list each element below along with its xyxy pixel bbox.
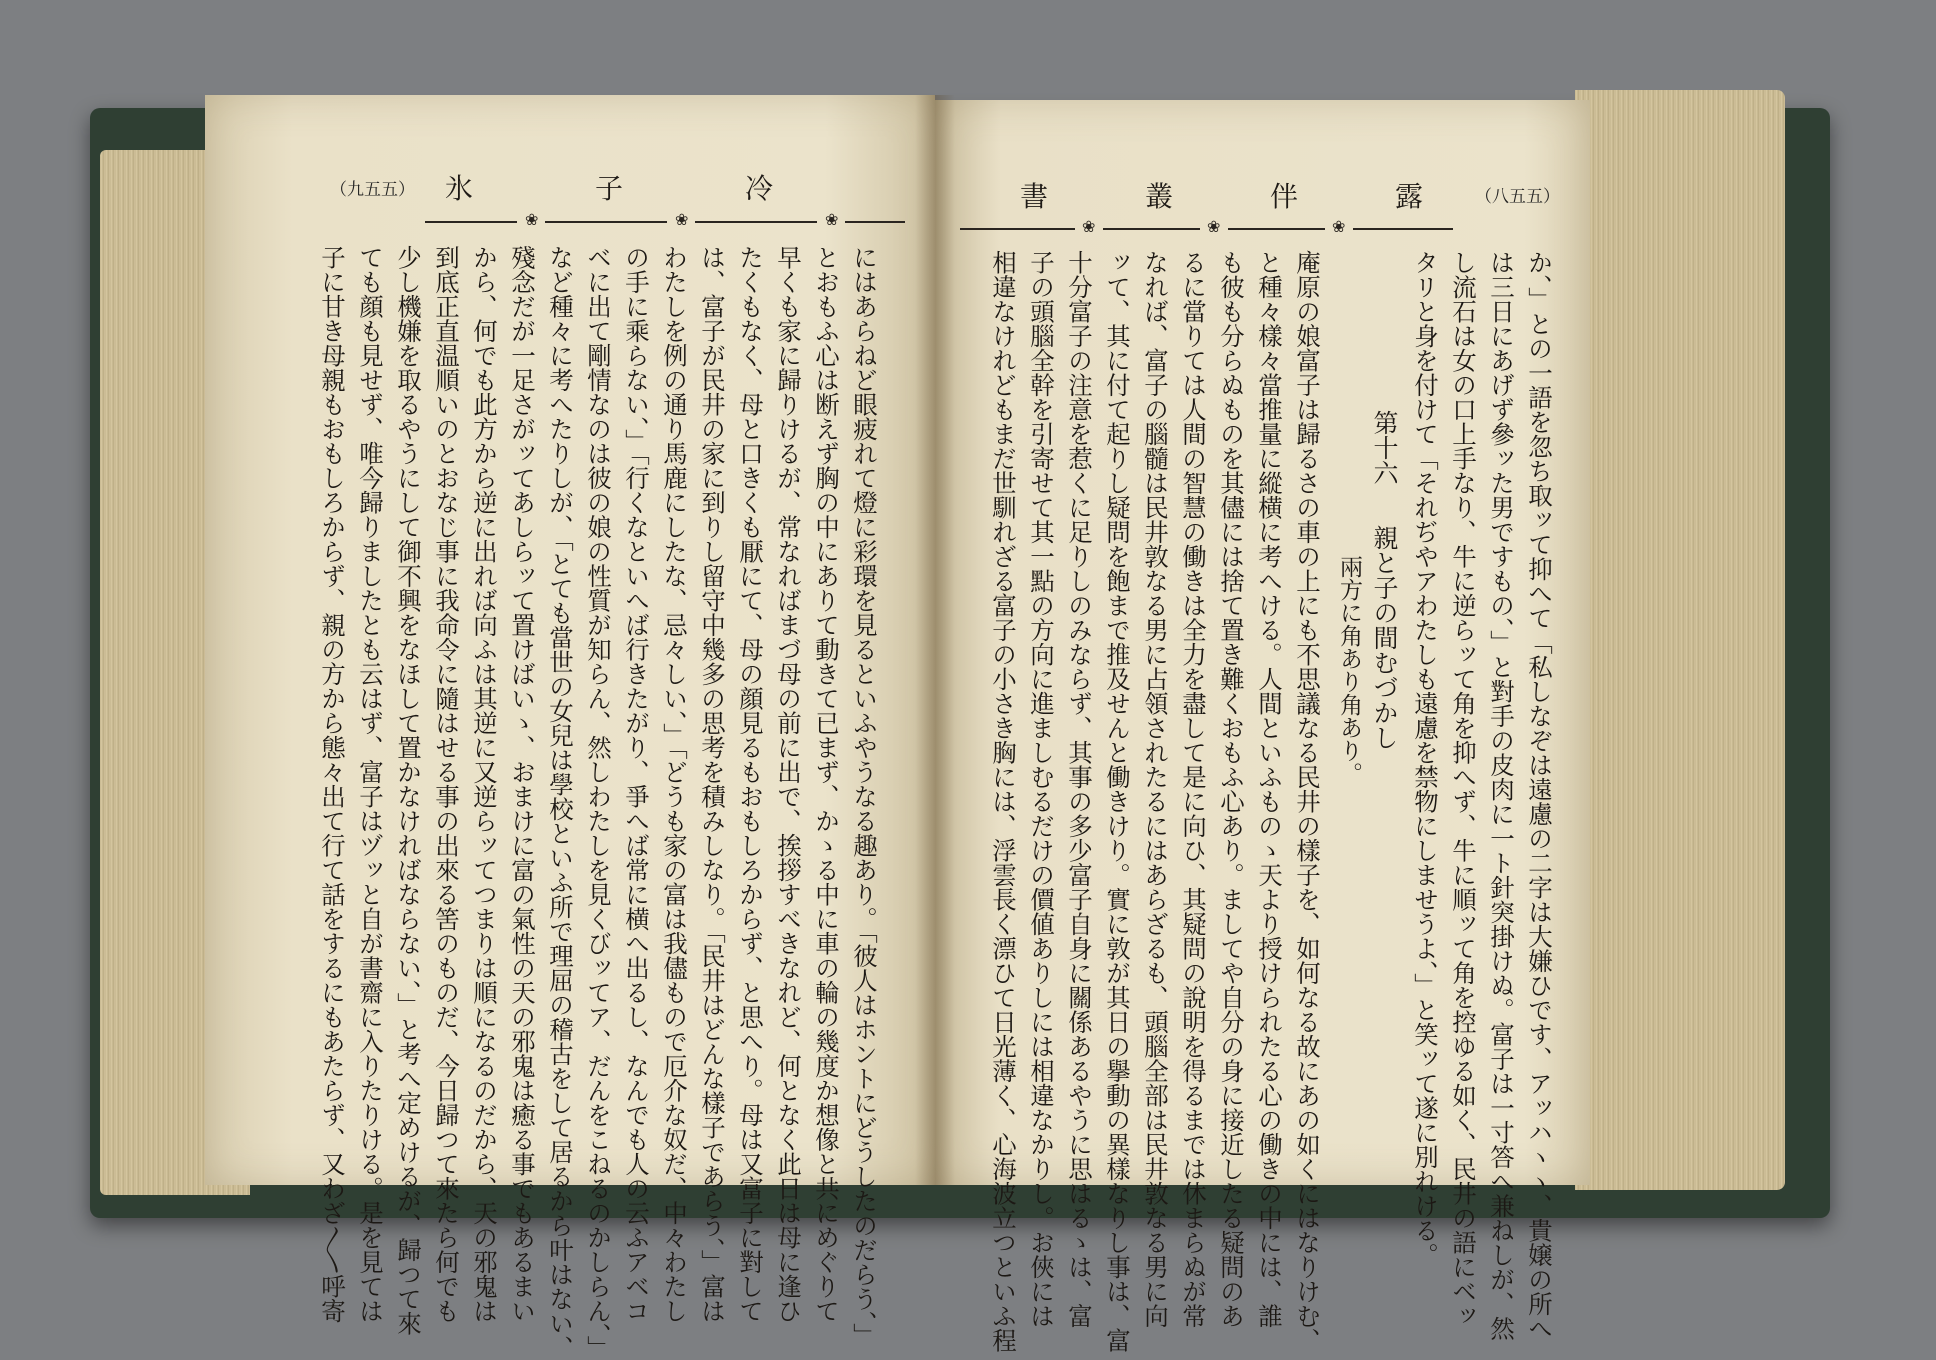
text-column: タリと身を付けて「それぢやアわたしも遠慮を禁物にしませうよ、」と笑ッて遂に別れける。 <box>1411 250 1440 1267</box>
header-rule <box>425 221 517 223</box>
header-rule <box>695 221 817 223</box>
text-column: も彼も分らぬものを其儘には捨て置き難くおもふ心あり。ましてや自分の身に接近したる疑問のあ <box>1217 250 1246 1328</box>
text-column: 殘念だが一足さがッてあしらッて置けばいゝ、おまけに富の氣性の天の邪鬼は癒る事でもあるまい <box>508 245 537 1323</box>
right-running-title-char-4: 書 <box>1020 180 1049 213</box>
ornament-icon: ❀ <box>825 210 839 229</box>
left-running-title-char-3: 冷 <box>745 172 774 205</box>
text-column: とおもふ心は断えず胸の中にありて動きて已まず、かゝる中に車の輪の幾度か想像と共にめぐりて <box>812 245 841 1323</box>
text-column: 子に甘き母親もおもしろからず、親の方から態々出て行て話をするにもあたらず、又わざ〳〵呼寄 <box>318 245 347 1323</box>
header-rule <box>1228 228 1325 230</box>
text-column: 十分富子の注意を惹くに足りしのみならず、其事の多少富子自身に關係あるやうに思はるゝは、富 <box>1065 250 1094 1328</box>
header-rule <box>1103 228 1200 230</box>
left-running-title-char-1: 氷 <box>445 172 474 205</box>
text-column: から、何でも此方から逆に出れば向ふは其逆に又逆らッてつまりは順になるのだから、天の邪鬼は <box>470 245 499 1323</box>
right-running-title-char-3: 叢 <box>1145 180 1174 213</box>
left-page <box>205 95 935 1360</box>
ornament-icon: ❀ <box>1207 217 1221 236</box>
text-column: 相違なけれどもまだ世馴れざる富子の小さき胸には、浮雲長く漂ひて日光薄く、心海波立つといふ程 <box>989 250 1018 1353</box>
chapter-subtitle: 兩方に角あり角あり。 <box>1336 555 1362 785</box>
text-column: るに當りては人間の智慧の働きは全力を盡して是に向ひ、其疑問の說明を得るまでは休まらぬが常 <box>1179 250 1208 1328</box>
text-column: は、富子が民井の家に到りし留守中幾多の思考を積みしなり。「民井はどんな樣子であらう、」富は <box>698 245 727 1323</box>
text-column: は三日にあげず參ッた男ですもの、」と對手の皮肉に一ト針突掛けぬ。富子は一寸答へ兼ねしが、然 <box>1487 250 1516 1341</box>
text-column: の手に乘らない、」「行くなといへば行きたがり、爭へば常に横へ出るし、なんでも人の云ふアベコ <box>622 245 651 1323</box>
ornament-icon: ❀ <box>1082 217 1096 236</box>
ornament-icon: ❀ <box>525 210 539 229</box>
text-column: 到底正直温順いのとおなじ事に我命令に隨はせる事の出來る筈のものだ、今日歸つて來たら何でも <box>432 245 461 1323</box>
text-column: ても顔も見せず、唯今歸りましたとも云はず、富子はヅッと自が書齋に入りたりける。是を見ては <box>356 245 385 1323</box>
left-running-title-char-2: 子 <box>595 172 624 205</box>
text-column: 少し機嫌を取るやうにして御不興をなほして置かなければならない、」と考へ定めけるが、歸つて來 <box>394 245 423 1336</box>
ornament-icon: ❀ <box>1332 217 1346 236</box>
text-column: 早くも家に歸りけるが、常なればまづ母の前に出で、挨拶すべきなれど、何となく此日は母に逢ひ <box>774 245 803 1323</box>
text-column: たくもなく、母と口きくも厭にて、母の顔見るもおもしろからず、と思へり。母は又富子に對して <box>736 245 765 1323</box>
text-column: 子の頭腦全幹を引寄せて其一點の方向に進ましむるだけの價値ありしには相違なかりし。お俠には <box>1027 250 1056 1328</box>
ornament-icon: ❀ <box>675 210 689 229</box>
text-column: し流石は女の口上手なり、牛に逆らッて角を抑へず、牛に順ッて角を控ゆる如く、民井の語にベッ <box>1449 250 1478 1328</box>
text-column: ベに出て剛情なのは彼の娘の性質が知らん、然しわたしを見くびッてア、だんをこねるのかしらん、」 <box>584 245 613 1360</box>
right-page-number: （八五五） <box>1475 187 1560 207</box>
text-column: にはあらねど眼疲れて燈に彩環を見るといふやうなる趣あり。「彼人はホントにどうしたのだらう、」 <box>850 245 879 1348</box>
header-rule <box>960 228 1075 230</box>
left-page-number: （九五五） <box>330 180 415 200</box>
header-rule <box>1353 228 1453 230</box>
book-gutter <box>915 95 955 1185</box>
chapter-title: 親と子の間むづかし <box>1370 525 1399 750</box>
text-column: と種々樣々當推量に縱横に考へける。人間といふものゝ天より授けられたる心の働きの中には、誰 <box>1255 250 1284 1328</box>
text-column: なれば、富子の腦髓は民井敦なる男に占領されたるにはあらざるも、頭腦全部は民井敦なる男に向 <box>1141 250 1170 1328</box>
right-running-title-char-2: 伴 <box>1270 180 1299 213</box>
right-running-title-char-1: 露 <box>1395 180 1424 213</box>
text-column: わたしを例の通り馬鹿にしたな、忌々しい、」「どうも家の富は我儘もので厄介な奴だ、中々わたし <box>660 245 689 1323</box>
right-page <box>935 100 1590 1353</box>
chapter-number: 第十六 <box>1370 410 1399 485</box>
text-column: など種々に考へたりしが、「とても當世の女兒は學校といふ所で理屈の稽古をして居るから叶はない、 <box>546 245 575 1360</box>
header-rule <box>545 221 667 223</box>
text-column: ッて、其に付て起りし疑問を飽まで推及せんと働きけり。實に敦が其日の擧動の異樣なりし事は、富 <box>1103 250 1132 1353</box>
text-column: か、」との一語を忽ち取ッて抑へて「私しなぞは遠慮の二字は大嫌ひです、アッハヽヽ、貴嬢の所へ <box>1525 250 1554 1341</box>
header-rule <box>845 221 905 223</box>
right-page-edges <box>1575 90 1785 1190</box>
text-column: 庵原の娘富子は歸るさの車の上にも不思議なる民井の樣子を、如何なる故にあの如くにはなりけむ、 <box>1293 250 1322 1353</box>
